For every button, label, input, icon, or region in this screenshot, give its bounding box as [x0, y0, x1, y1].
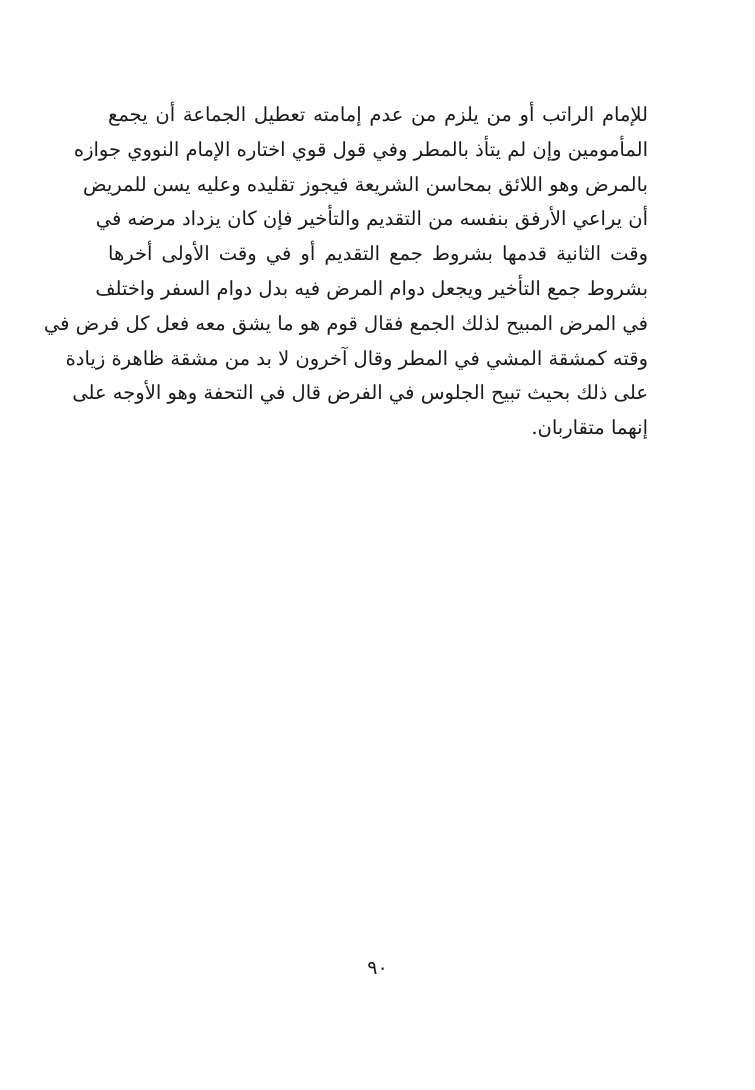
text-line: للإمام الراتب أو من يلزم من عدم إمامته تعطيل الجماعة أن يجمع [108, 103, 648, 126]
page-number: ٩٠ [367, 957, 388, 979]
text-line: بالمرض وهو اللائق بمحاسن الشريعة فيجوز تقليده وعليه يسن للمريض [82, 172, 648, 196]
text-line: على ذلك بحيث تبيح الجلوس في الفرض قال في التحفة وهو الأوجه على [72, 381, 648, 405]
body-text [43, 98, 648, 446]
text-line: وقته كمشقة المشي في المطر وقال آخرون لا بد من مشقة ظاهرة زيادة [65, 346, 648, 370]
text-line: في المرض المبيح لذلك الجمع فقال قوم هو ما يشق معه فعل كل فرض في [43, 311, 648, 335]
text-line: بشروط جمع التأخير ويجعل دوام المرض فيه بدل دوام السفر واختلف [95, 276, 648, 300]
text-line-last: إنهما متقاربان. [531, 416, 648, 440]
text-line: أن يراعي الأرفق بنفسه من التقديم والتأخير فإن كان يزداد مرضه في [95, 207, 648, 231]
text-line: وقت الثانية قدمها بشروط جمع التقديم أو في وقت الأولى أخرها [108, 242, 648, 266]
text-line: المأمومين وإن لم يتأذ بالمطر وفي قول قوي اختاره الإمام النووي جوازه [73, 137, 648, 161]
